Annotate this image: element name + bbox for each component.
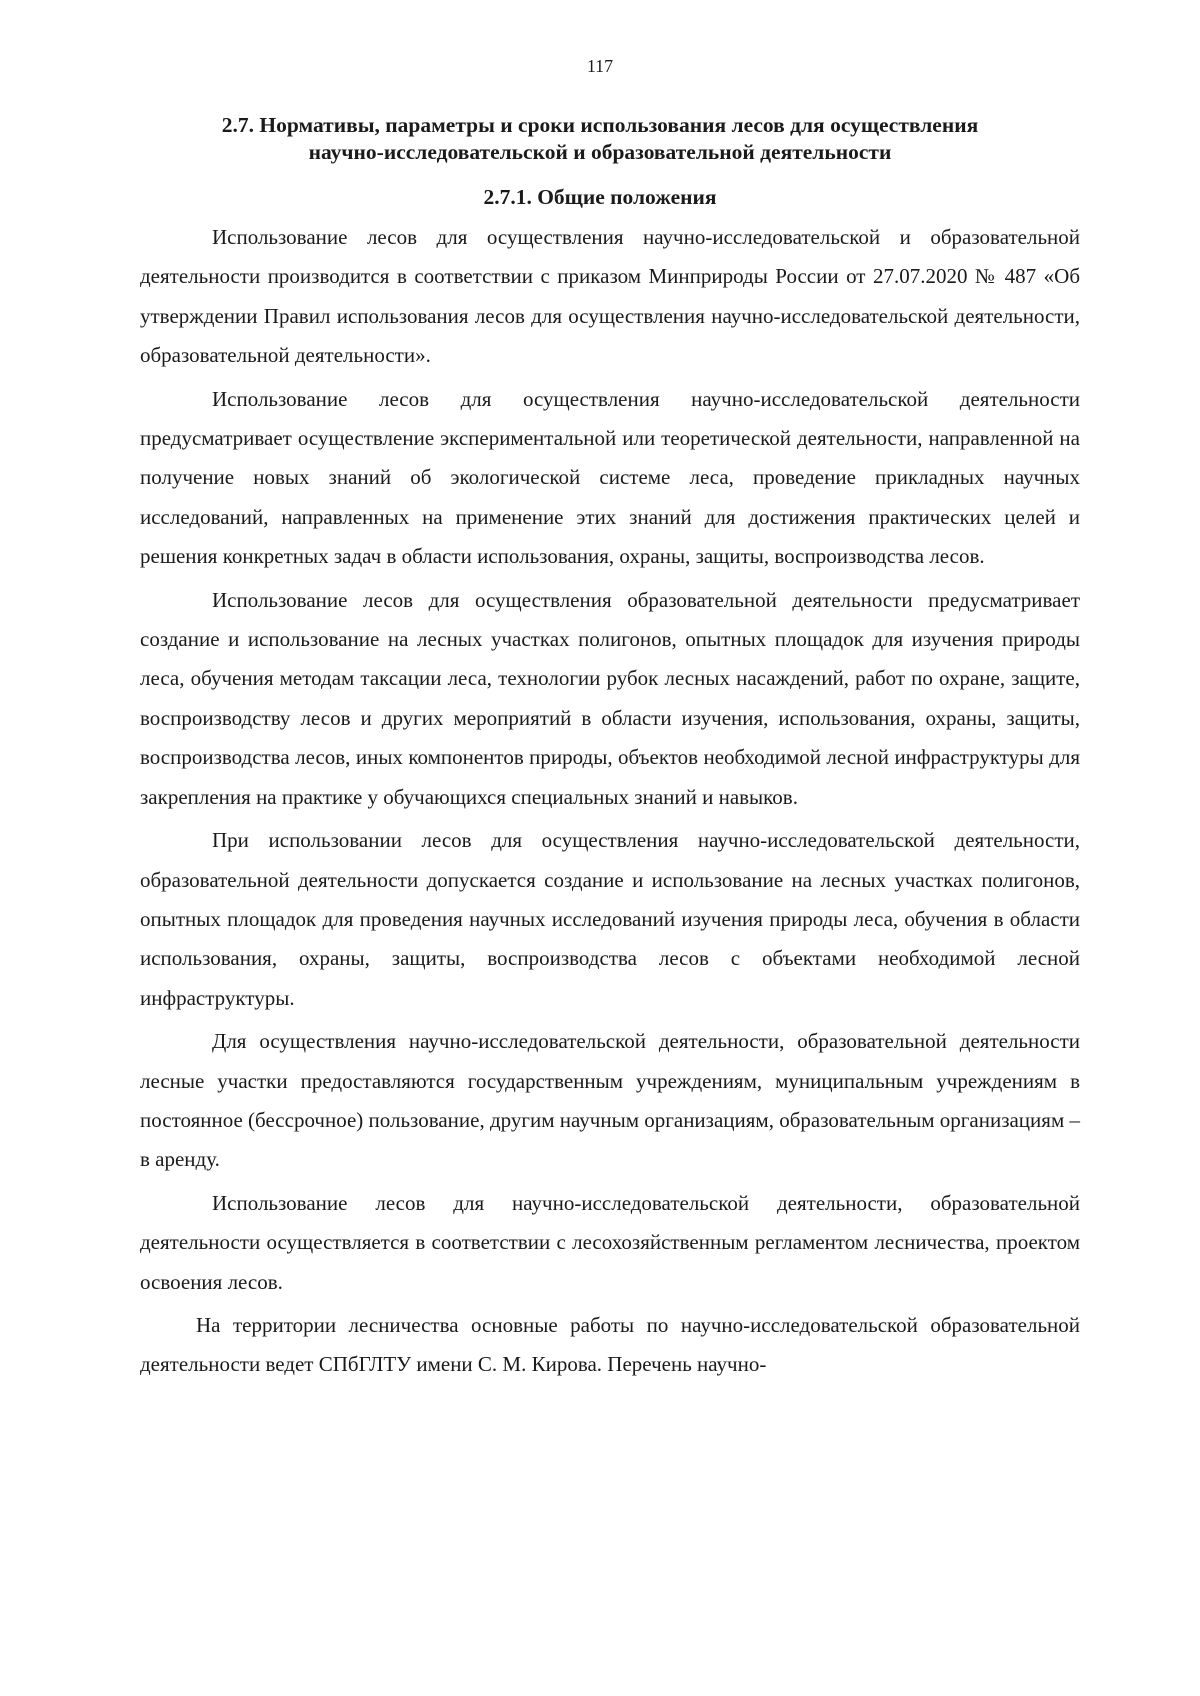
paragraph: Использование лесов для осуществления образовательной деятельности предусматривает создание и использование на лесных участках полигонов, опытных площадок для изучения природы леса, обучения методам таксации леса, технологии рубок лесных насаждений, работ по охране, защите, воспроизводству лесов и других мероприятий в области изучения, использования, охраны, защиты, воспроизводства лесов, иных компонентов природы, объектов необходимой лесной инфраструктуры для закрепления на практике у обучающихся специальных знаний и навыков. — [140, 587, 1080, 809]
paragraph: Использование лесов для научно-исследовательской деятельности, образовательной деятельности осуществляется в соответствии с лесохозяйственным регламентом лесничества, проектом освоения лесов. — [140, 1190, 1080, 1294]
body-text — [140, 218, 1080, 1389]
paragraph: Для осуществления научно-исследовательской деятельности, образовательной деятельности лесные участки предоставляются государственным учреждениям, муниципальным учреждениям в постоянное (бессрочное) пользование, другим научным организациям, образовательным организациям – в аренду. — [140, 1029, 1080, 1172]
page-number: 117 — [586, 56, 614, 76]
paragraph: Использование лесов для осуществления научно-исследовательской и образовательной деятельности производится в соответствии с приказом Минприроды России от 27.07.2020 № 487 «Об утверждении Правил использования лесов для осуществления научно-исследовательской деятельности, образовательной деятельности». — [140, 225, 1080, 368]
subsection-title: 2.7.1. Общие положения — [483, 185, 717, 209]
paragraph: Использование лесов для осуществления научно-исследовательской деятельности предусматривает осуществление экспериментальной или теоретической деятельности, направленной на получение новых знаний об экологической системе леса, проведение прикладных научных исследований, направленных на применение этих знаний для достижения практических целей и решения конкретных задач в области использования, охраны, защиты, воспроизводства лесов. — [140, 386, 1080, 569]
paragraph: При использовании лесов для осуществления научно-исследовательской деятельности, образовательной деятельности допускается создание и использование на лесных участках полигонов, опытных площадок для проведения научных исследований изучения природы леса, обучения в области использования, охраны, защиты, воспроизводства лесов с объектами необходимой лесной инфраструктуры. — [140, 828, 1080, 1010]
paragraph: На территории лесничества основные работы по научно-исследовательской образовательной деятельности ведет СПбГЛТУ имени С. М. Кирова. Перечень научно- — [140, 1312, 1080, 1377]
section-title: 2.7. Нормативы, параметры и сроки использования лесов для осуществления научно-исследовательской и образовательной деятельности — [221, 113, 979, 164]
